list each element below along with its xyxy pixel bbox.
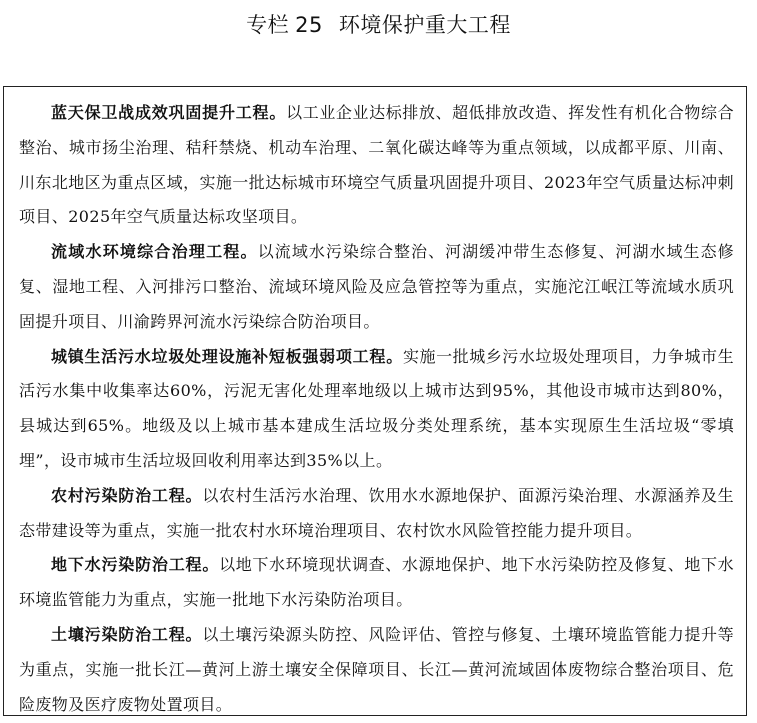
section-title: 流域水环境综合治理工程。	[51, 242, 258, 262]
column-box	[3, 86, 747, 716]
section-title: 地下水污染防治工程。	[51, 555, 220, 575]
section-rural-pollution	[19, 479, 734, 549]
section-body: 以农村生活污水治理、饮用水水源地保护、面源污染治理、水源涵养及生态带建设等为重点，实施一批农村水环境治理项目、农村饮水风险管控能力提升项目。	[19, 485, 734, 540]
section-soil	[19, 618, 734, 716]
column-number: 25	[295, 13, 323, 37]
section-title: 土壤污染防治工程。	[51, 624, 203, 644]
section-body: 以地下水环境现状调查、水源地保护、地下水污染防控及修复、地下水环境监管能力为重点，实施一批地下水污染防治项目。	[19, 555, 734, 610]
section-groundwater	[19, 548, 734, 618]
section-watershed	[19, 235, 734, 339]
section-title: 蓝天保卫战成效巩固提升工程。	[51, 103, 287, 122]
column-title: 环境保护重大工程	[338, 13, 511, 37]
column-prefix: 专栏	[246, 13, 290, 37]
section-title: 城镇生活污水垃圾处理设施补短板强弱项工程。	[51, 346, 403, 366]
section-body: 以土壤污染源头防控、风险评估、管控与修复、土壤环境监管能力提升等为重点，实施一批长江—黄河上游土壤安全保障项目、长江—黄河流域固体废物综合整治项目、危险废物及医疗废物处置项目。	[19, 624, 734, 714]
section-sewage-waste	[19, 340, 734, 479]
page-title	[0, 10, 757, 40]
section-title: 农村污染防治工程。	[51, 485, 203, 505]
section-body: 以流域水污染综合整治、河湖缓冲带生态修复、河湖水域生态修复、湿地工程、入河排污口整治、流域环境风险及应急管控等为重点，实施沱江岷江等流域水质巩固提升项目、川渝跨界河流水污染综合防治项目。	[19, 242, 735, 331]
section-body: 实施一批城乡污水垃圾处理项目，力争城市生活污水集中收集率达60%，污泥无害化处理率地级以上城市达到95%，其他设市城市达到80%，县城达到65%。地级及以上城市基本建成生活垃圾分类处理系统，基本实现原生生活垃圾“零填埋”，设市城市生活垃圾回收利用率达到35%以上。	[19, 346, 734, 470]
section-blue-sky	[19, 96, 734, 235]
section-body: 以工业企业达标排放、超低排放改造、挥发性有机化合物综合整治、城市扬尘治理、秸秆禁烧、机动车治理、二氧化碳达峰等为重点领域，以成都平原、川南、川东北地区为重点区域，实施一批达标城市环境空气质量巩固提升项目、2023年空气质量达标冲刺项目、2025年空气质量达标攻坚项目。	[19, 103, 734, 227]
